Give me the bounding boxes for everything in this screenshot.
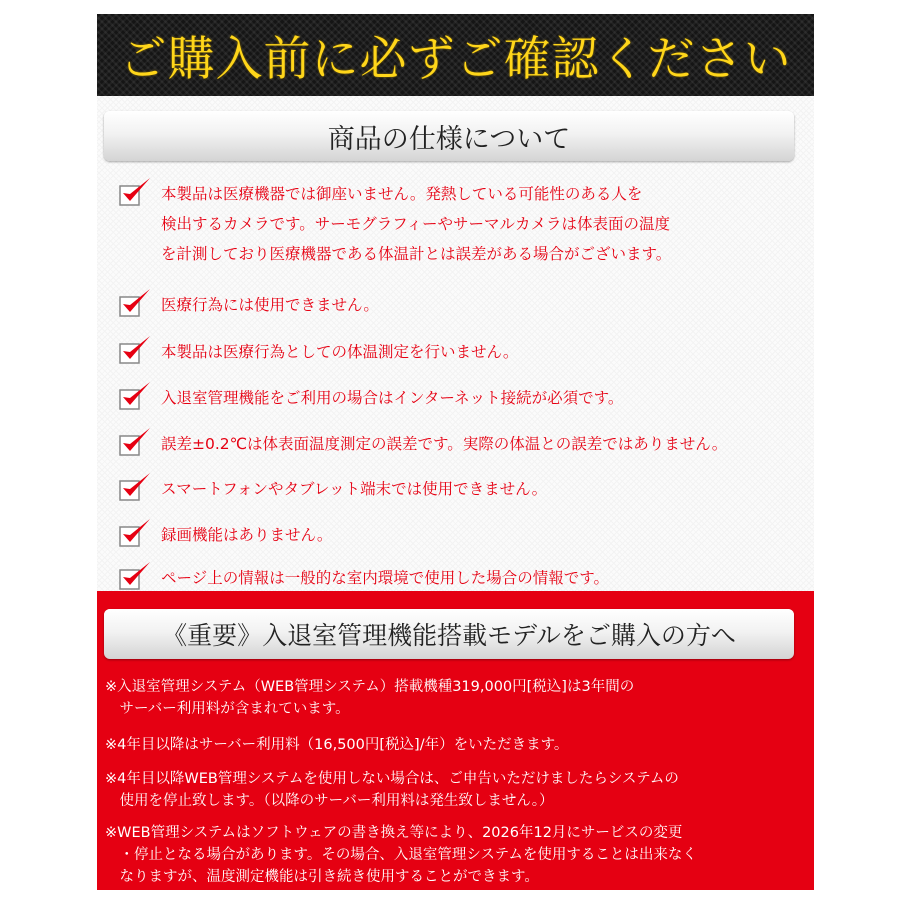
check-mark-icon bbox=[119, 335, 153, 365]
check-mark-icon bbox=[119, 381, 153, 411]
check-mark-icon bbox=[119, 472, 153, 502]
title-banner bbox=[97, 14, 814, 96]
check-mark-icon bbox=[119, 561, 153, 591]
spec-item-text: 医療行為には使用できません。 bbox=[161, 296, 379, 314]
check-mark-icon bbox=[119, 518, 153, 548]
spec-item-text: 本製品は医療機器では御座いません。発熱している可能性のある人を 検出するカメラです。サーモグラフィーやサーマルカメラは体表面の温度 を計測しており医療機器である体温計とは誤差がある場合がございます。 bbox=[161, 185, 672, 263]
important-note: ※WEB管理システムはソフトウェアの書き換え等により、2026年12月にサービスの変更 ・停止となる場合があります。その場合、入退室管理システムを使用することは出来なく なりますが、温度測定機能は引き続き使用することができます。 bbox=[105, 825, 697, 885]
check-mark-icon bbox=[119, 288, 153, 318]
notice-panel bbox=[97, 14, 814, 890]
page-title: ご購入前に必ずご確認ください bbox=[119, 31, 792, 87]
spec-item-text: ページ上の情報は一般的な室内環境で使用した場合の情報です。 bbox=[161, 569, 609, 587]
important-note: ※4年目以降はサーバー利用料（16,500円[税込]/年）をいただきます。 bbox=[105, 737, 569, 753]
important-note: ※入退室管理システム（WEB管理システム）搭載機種319,000円[税込]は3年間の サーバー利用料が含まれています。 bbox=[105, 679, 635, 717]
spec-item-text: 録画機能はありません。 bbox=[161, 526, 333, 544]
spec-section-heading-bar bbox=[104, 111, 794, 161]
check-mark-icon bbox=[119, 427, 153, 457]
important-section-heading: 《重要》入退室管理機能搭載モデルをご購入の方へ bbox=[162, 621, 736, 650]
spec-item-text: 入退室管理機能をご利用の場合はインターネット接続が必須です。 bbox=[161, 389, 624, 407]
important-note: ※4年目以降WEB管理システムを使用しない場合は、ご申告いただけましたらシステムの 使用を停止致します。（以降のサーバー利用料は発生致しません。） bbox=[105, 771, 679, 809]
important-section-heading-bar bbox=[104, 609, 794, 659]
spec-item-text: スマートフォンやタブレット端末では使用できません。 bbox=[161, 480, 548, 498]
check-mark-icon bbox=[119, 177, 153, 207]
spec-item-text: 本製品は医療行為としての体温測定を行いません。 bbox=[161, 343, 519, 361]
spec-item-text: 誤差±0.2℃は体表面温度測定の誤差です。実際の体温との誤差ではありません。 bbox=[161, 435, 728, 453]
spec-section-heading: 商品の仕様について bbox=[327, 123, 571, 155]
